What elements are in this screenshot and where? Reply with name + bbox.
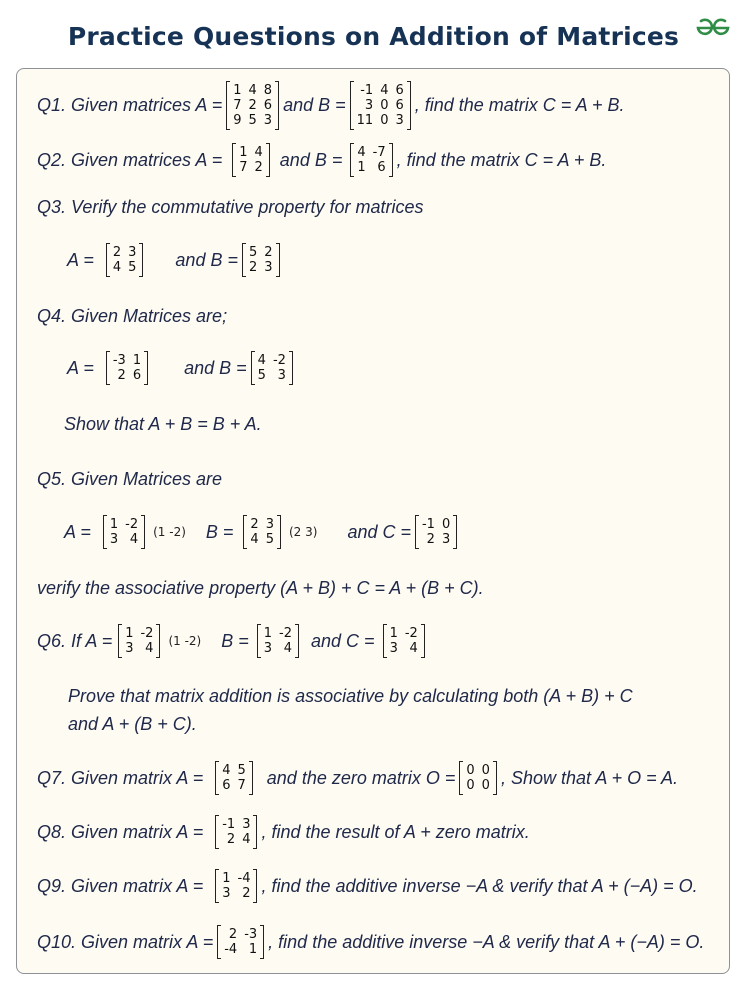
matrix-cell: 2 (250, 517, 259, 532)
matrix-cell: 3 (222, 886, 231, 901)
matrix-cell: 3 (265, 517, 274, 532)
question-2 (37, 143, 606, 177)
q4-show (64, 414, 262, 435)
matrix-entries (219, 815, 253, 849)
matrix-cell: 4 (257, 353, 266, 368)
matrix-a (106, 243, 144, 277)
matrix-cell: 2 (228, 927, 238, 942)
matrix-cell: 3 (109, 532, 119, 547)
matrix-cell: 5 (237, 763, 246, 778)
matrix-b (242, 243, 280, 277)
matrix-entries (236, 143, 266, 177)
matrix-cell: -7 (372, 145, 386, 160)
matrix-cell: 2 (226, 832, 236, 847)
matrix-cell: 5 (265, 532, 274, 547)
right-bracket (295, 624, 299, 658)
matrix-entries (419, 515, 453, 549)
question-1 (37, 81, 625, 130)
matrix-cell: 3 (264, 260, 273, 275)
matrix-cell: 4 (129, 532, 139, 547)
matrix-cell: 7 (233, 98, 242, 113)
gfg-logo-icon (695, 16, 731, 40)
q5-verify (37, 578, 484, 599)
matrix-cell: 3 (242, 817, 251, 832)
matrix-cell: 3 (277, 368, 286, 383)
matrix-cell: -3 (112, 353, 126, 368)
matrix-cell: 1 (357, 160, 366, 175)
q6-prove-line-1 (68, 686, 633, 707)
matrix-cell: 2 (117, 368, 126, 383)
matrix-cell: 5 (128, 260, 137, 275)
matrix-cell: 4 (250, 532, 259, 547)
q7-mid: and the zero matrix O = (266, 767, 456, 788)
q8-suffix: , find the result of A + zero matrix. (261, 821, 530, 842)
matrix-entries (247, 515, 277, 549)
q6-c-label: and C = (311, 630, 375, 651)
q1-prefix: Q1. Given matrices A = (37, 95, 223, 115)
q2-suffix: , find the matrix C = A + B. (396, 149, 607, 170)
matrix-b (251, 351, 293, 385)
q6-prove-line-2 (68, 714, 197, 735)
page-title: Practice Questions on Addition of Matrices (67, 22, 680, 51)
right-bracket (253, 869, 257, 903)
matrix-cell: 1 (222, 871, 231, 886)
right-bracket (249, 761, 253, 795)
q4-matrices (67, 351, 297, 385)
matrix-cell: 0 (380, 98, 389, 113)
q8-prefix: Q8. Given matrix A = (37, 821, 204, 842)
matrix-c (415, 515, 457, 549)
matrix-entries (221, 925, 260, 959)
right-bracket (276, 243, 280, 277)
q4-a-label: A = (67, 357, 94, 378)
matrix-a (215, 761, 253, 795)
matrix-cell: -2 (279, 626, 293, 641)
matrix-entries (219, 761, 249, 795)
matrix-entries (261, 624, 295, 658)
matrix-entries (230, 81, 275, 130)
matrix-cell: 3 (263, 641, 273, 656)
matrix-cell: 4 (242, 832, 251, 847)
matrix-cell: 3 (441, 532, 451, 547)
matrix-cell: 3 (263, 113, 273, 128)
matrix-cell: 3 (389, 641, 398, 656)
q10-suffix: , find the additive inverse −A & verify that A + (−A) = O. (268, 931, 705, 952)
matrix-cell: 0 (441, 517, 451, 532)
right-bracket (453, 515, 457, 549)
matrix-b (243, 515, 281, 549)
matrix-cell: 9 (233, 113, 242, 128)
right-bracket (266, 143, 270, 177)
right-bracket (139, 243, 143, 277)
matrix-cell: 2 (264, 245, 273, 260)
matrix-cell: 3 (364, 98, 374, 113)
q7-suffix: , Show that A + O = A. (500, 767, 679, 788)
questions-panel (16, 68, 730, 974)
matrix-cell: 0 (481, 763, 490, 778)
matrix-cell: 4 (409, 641, 418, 656)
q5-a-label: A = (64, 521, 91, 542)
q5-b-row: (2 3) (288, 525, 318, 539)
right-bracket (156, 624, 160, 658)
right-bracket (389, 143, 393, 177)
matrix-cell: 11 (356, 113, 374, 128)
q3-matrices (67, 243, 284, 277)
question-7 (37, 761, 678, 795)
matrix-cell: 2 (112, 245, 122, 260)
matrix-cell: 2 (248, 260, 258, 275)
matrix-cell: 4 (380, 83, 389, 98)
matrix-cell: 6 (395, 83, 404, 98)
q5-c-label: and C = (347, 521, 411, 542)
matrix-cell: -2 (404, 626, 418, 641)
matrix-entries (354, 143, 388, 177)
matrix-a (215, 815, 257, 849)
matrix-cell: 3 (395, 113, 404, 128)
matrix-a (118, 624, 160, 658)
matrix-entries (122, 624, 156, 658)
q6-prove-text-1: Prove that matrix addition is associative by calculating both (A + B) + C (68, 686, 633, 706)
matrix-cell: 0 (466, 778, 475, 793)
q9-suffix: , find the additive inverse −A & verify that A + (−A) = O. (261, 875, 698, 896)
q9-prefix: Q9. Given matrix A = (37, 875, 204, 896)
right-bracket (253, 815, 257, 849)
q1-suffix: , find the matrix C = A + B. (414, 95, 625, 115)
matrix-entries (246, 243, 276, 277)
q7-prefix: Q7. Given matrix A = (37, 767, 204, 788)
matrix-cell: 6 (377, 160, 386, 175)
matrix-cell: -4 (224, 942, 238, 957)
matrix-cell: -2 (272, 353, 286, 368)
q10-prefix: Q10. Given matrix A = (37, 931, 214, 952)
matrix-cell: 6 (263, 98, 273, 113)
matrix-cell: 4 (112, 260, 122, 275)
matrix-cell: 1 (248, 942, 258, 957)
q5-matrices (64, 515, 461, 549)
matrix-cell: 3 (128, 245, 137, 260)
matrix-cell: 1 (389, 626, 398, 641)
q3-a-label: A = (67, 249, 94, 270)
matrix-cell: 1 (263, 626, 273, 641)
matrix-cell: 0 (481, 778, 490, 793)
matrix-a (106, 351, 148, 385)
right-bracket (277, 515, 281, 549)
matrix-cell: 0 (380, 113, 389, 128)
matrix-cell: -1 (360, 83, 374, 98)
right-bracket (289, 351, 293, 385)
q3-b-label: and B = (175, 249, 238, 270)
matrix-c (383, 624, 425, 658)
matrix-cell: 6 (132, 368, 142, 383)
right-bracket (407, 81, 411, 130)
zero-matrix (459, 761, 497, 795)
q4-text: Q4. Given Matrices are; (37, 306, 228, 326)
matrix-cell: 4 (283, 641, 293, 656)
matrix-cell: 5 (257, 368, 266, 383)
matrix-cell: 5 (248, 245, 258, 260)
matrix-a (232, 143, 270, 177)
matrix-cell: 6 (222, 778, 231, 793)
question-4 (37, 306, 227, 327)
matrix-cell: 5 (248, 113, 257, 128)
right-bracket (493, 761, 497, 795)
matrix-cell: 3 (125, 641, 134, 656)
matrix-b (257, 624, 299, 658)
matrix-cell: 4 (248, 83, 257, 98)
matrix-cell: 6 (395, 98, 404, 113)
matrix-cell: 4 (145, 641, 154, 656)
matrix-cell: 8 (263, 83, 273, 98)
question-6 (37, 624, 429, 658)
question-10 (37, 925, 704, 959)
matrix-a (226, 81, 279, 130)
matrix-entries (110, 243, 140, 277)
matrix-cell: 2 (254, 160, 263, 175)
matrix-cell: 1 (233, 83, 242, 98)
matrix-cell: 1 (109, 517, 119, 532)
matrix-cell: -3 (244, 927, 258, 942)
matrix-b (350, 81, 411, 130)
q5-text: Q5. Given Matrices are (37, 469, 223, 489)
question-9 (37, 869, 698, 903)
matrix-cell: 4 (222, 763, 231, 778)
matrix-cell: 2 (426, 532, 435, 547)
q6-prefix: Q6. If A = (37, 630, 113, 651)
right-bracket (260, 925, 264, 959)
matrix-cell: 7 (237, 778, 246, 793)
question-8 (37, 815, 530, 849)
matrix-cell: 4 (254, 145, 263, 160)
matrix-cell: 0 (466, 763, 475, 778)
matrix-cell: 1 (132, 353, 142, 368)
q2-prefix: Q2. Given matrices A = (37, 149, 223, 170)
matrix-entries (107, 515, 141, 549)
matrix-cell: 2 (248, 98, 257, 113)
q4-b-label: and B = (184, 357, 247, 378)
q4-show-text: Show that A + B = B + A. (64, 414, 262, 434)
matrix-a (215, 869, 257, 903)
question-3 (37, 197, 423, 218)
matrix-cell: 4 (357, 145, 366, 160)
matrix-cell: 7 (239, 160, 248, 175)
q2-mid: and B = (279, 149, 343, 170)
q5-a-row: (1 -2) (153, 525, 186, 539)
matrix-cell: 1 (125, 626, 134, 641)
matrix-cell: -1 (421, 517, 435, 532)
right-bracket (421, 624, 425, 658)
right-bracket (141, 515, 145, 549)
matrix-entries (387, 624, 421, 658)
right-bracket (275, 81, 279, 130)
matrix-a (103, 515, 145, 549)
q1-mid: and B = (283, 95, 346, 115)
q6-prove-text-2: and A + (B + C). (68, 714, 197, 734)
matrix-a (217, 925, 264, 959)
q3-text: Q3. Verify the commutative property for matrices (37, 197, 424, 217)
matrix-b (350, 143, 392, 177)
matrix-cell: 2 (242, 886, 251, 901)
matrix-cell: -1 (222, 817, 236, 832)
matrix-cell: -2 (140, 626, 154, 641)
q5-verify-text: verify the associative property (A + B) + C = A + (B + C). (37, 578, 484, 598)
matrix-entries (110, 351, 144, 385)
matrix-entries (219, 869, 253, 903)
q6-b-label: B = (221, 630, 249, 651)
matrix-cell: -4 (237, 871, 251, 886)
q6-a-row: (1 -2) (168, 634, 202, 648)
matrix-entries (255, 351, 289, 385)
matrix-cell: 1 (239, 145, 248, 160)
matrix-entries (354, 81, 407, 130)
question-5 (37, 469, 222, 490)
right-bracket (144, 351, 148, 385)
matrix-cell: -2 (125, 517, 139, 532)
q5-b-label: B = (205, 521, 234, 542)
matrix-entries (463, 761, 493, 795)
